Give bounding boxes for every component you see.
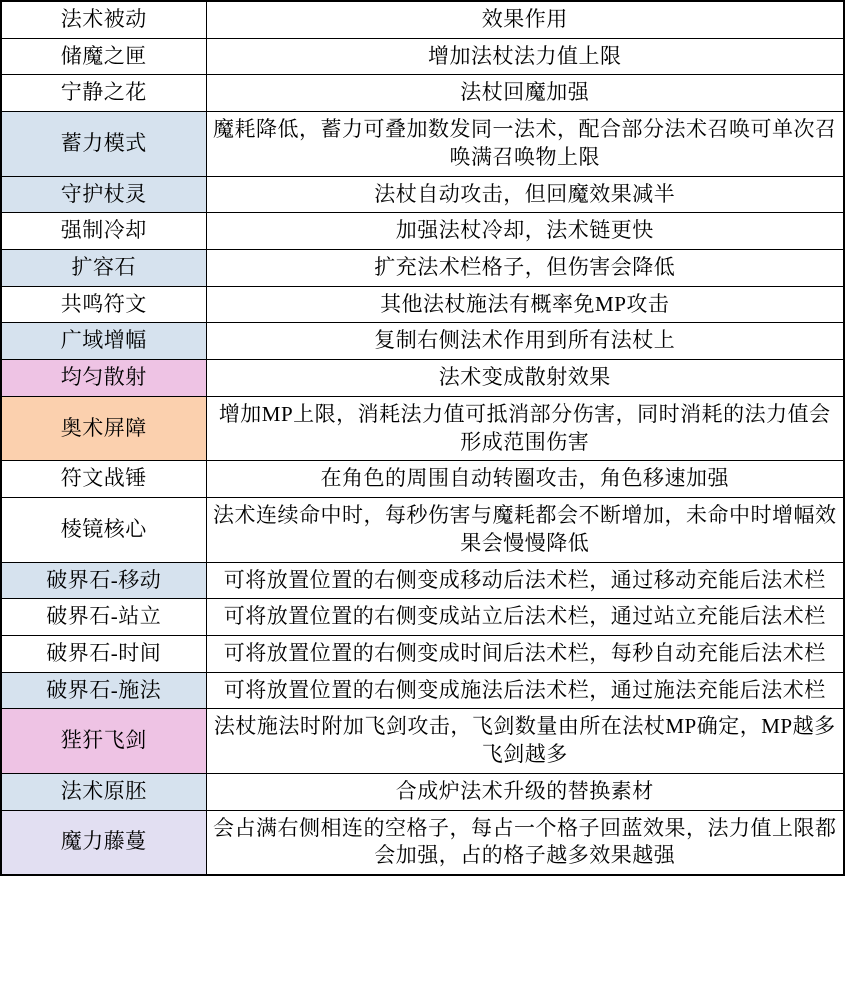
cell-spell-effect: 合成炉法术升级的替换素材 — [206, 773, 844, 810]
table-row — [1, 635, 844, 672]
cell-spell-name: 破界石-站立 — [1, 599, 206, 636]
cell-spell-effect: 法术连续命中时，每秒伤害与魔耗都会不断增加，未命中时增幅效果会慢慢降低 — [206, 498, 844, 562]
cell-spell-name: 储魔之匣 — [1, 38, 206, 75]
cell-spell-effect: 法杖自动攻击，但回魔效果减半 — [206, 176, 844, 213]
cell-spell-effect: 可将放置位置的右侧变成移动后法术栏，通过移动充能后法术栏 — [206, 562, 844, 599]
cell-spell-effect: 在角色的周围自动转圈攻击，角色移速加强 — [206, 461, 844, 498]
cell-spell-name: 宁静之花 — [1, 75, 206, 112]
table-row — [1, 323, 844, 360]
table-row — [1, 176, 844, 213]
cell-spell-name: 守护杖灵 — [1, 176, 206, 213]
cell-spell-effect: 可将放置位置的右侧变成站立后法术栏，通过站立充能后法术栏 — [206, 599, 844, 636]
cell-spell-effect: 魔耗降低，蓄力可叠加数发同一法术，配合部分法术召唤可单次召唤满召唤物上限 — [206, 112, 844, 176]
cell-spell-name: 强制冷却 — [1, 213, 206, 250]
table-row — [1, 498, 844, 562]
cell-spell-name: 狴犴飞剑 — [1, 709, 206, 773]
table-row — [1, 461, 844, 498]
cell-spell-effect: 复制右侧法术作用到所有法杖上 — [206, 323, 844, 360]
cell-spell-name: 共鸣符文 — [1, 286, 206, 323]
cell-spell-effect: 法术变成散射效果 — [206, 360, 844, 397]
table-row — [1, 75, 844, 112]
table-row — [1, 213, 844, 250]
cell-spell-name: 均匀散射 — [1, 360, 206, 397]
cell-spell-effect: 其他法杖施法有概率免MP攻击 — [206, 286, 844, 323]
cell-spell-name: 魔力藤蔓 — [1, 810, 206, 875]
table-row — [1, 599, 844, 636]
table-row — [1, 672, 844, 709]
cell-spell-name: 蓄力模式 — [1, 112, 206, 176]
cell-spell-effect: 会占满右侧相连的空格子，每占一个格子回蓝效果，法力值上限都会加强，占的格子越多效果越强 — [206, 810, 844, 875]
cell-spell-effect: 增加MP上限，消耗法力值可抵消部分伤害，同时消耗的法力值会形成范围伤害 — [206, 396, 844, 460]
cell-spell-effect: 法杖施法时附加飞剑攻击，飞剑数量由所在法杖MP确定，MP越多飞剑越多 — [206, 709, 844, 773]
cell-spell-name: 奥术屏障 — [1, 396, 206, 460]
cell-spell-effect: 可将放置位置的右侧变成施法后法术栏，通过施法充能后法术栏 — [206, 672, 844, 709]
cell-spell-effect: 法杖回魔加强 — [206, 75, 844, 112]
table-row — [1, 250, 844, 287]
table-row — [1, 396, 844, 460]
cell-spell-name: 破界石-移动 — [1, 562, 206, 599]
table-row — [1, 112, 844, 176]
table-row — [1, 360, 844, 397]
cell-spell-name: 扩容石 — [1, 250, 206, 287]
cell-spell-effect: 增加法杖法力值上限 — [206, 38, 844, 75]
table-row — [1, 38, 844, 75]
table-row — [1, 773, 844, 810]
cell-spell-name: 符文战锤 — [1, 461, 206, 498]
cell-spell-name: 破界石-施法 — [1, 672, 206, 709]
cell-spell-name: 破界石-时间 — [1, 635, 206, 672]
cell-spell-name: 法术原胚 — [1, 773, 206, 810]
table-body — [1, 1, 844, 875]
cell-spell-name: 广域增幅 — [1, 323, 206, 360]
header-cell-effect: 效果作用 — [206, 1, 844, 38]
table-row — [1, 286, 844, 323]
cell-spell-name: 棱镜核心 — [1, 498, 206, 562]
cell-spell-effect: 可将放置位置的右侧变成时间后法术栏，每秒自动充能后法术栏 — [206, 635, 844, 672]
cell-spell-effect: 加强法杖冷却，法术链更快 — [206, 213, 844, 250]
cell-spell-effect: 扩充法术栏格子，但伤害会降低 — [206, 250, 844, 287]
header-cell-name: 法术被动 — [1, 1, 206, 38]
table-header-row — [1, 1, 844, 38]
table-row — [1, 562, 844, 599]
table-row — [1, 709, 844, 773]
table-row — [1, 810, 844, 875]
